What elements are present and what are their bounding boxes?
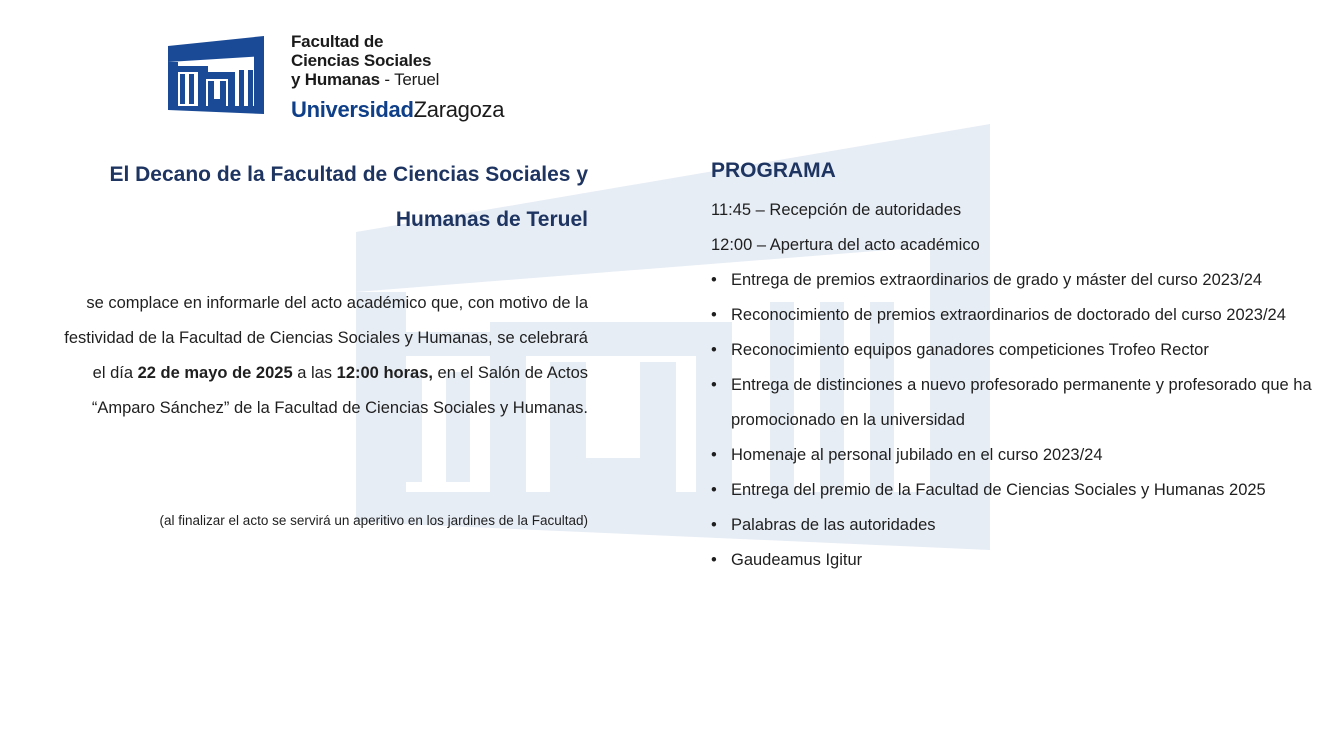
schedule-item: 11:45 – Recepción de autoridades xyxy=(711,201,962,219)
event-date: 22 de mayo de 2025 xyxy=(137,364,293,382)
programa-item xyxy=(711,298,1321,333)
dean-heading-line2: Humanas de Teruel xyxy=(395,208,588,231)
invitation-paragraph xyxy=(20,286,588,426)
invitation-line3-a: el día xyxy=(92,364,138,382)
faculty-name-line2: Ciencias Sociales xyxy=(291,51,432,70)
programa-item-text: Reconocimiento equipos ganadores competiciones Trofeo Rector xyxy=(731,341,1209,359)
faculty-name-line3-bold: y Humanas xyxy=(291,70,380,89)
invitation-line4: “Amparo Sánchez” de la Facultad de Ciencias Sociales y Humanas. xyxy=(91,399,588,417)
programa-item-text: Entrega de distinciones a nuevo profesorado permanente y profesorado que ha promocionado en la universidad xyxy=(731,376,1312,429)
programa-items xyxy=(711,263,1321,578)
faculty-name xyxy=(291,32,439,89)
invitation-line3 xyxy=(20,356,588,391)
university-name-bold: Universidad xyxy=(291,97,414,122)
bullet-icon: • xyxy=(711,271,717,289)
programa-item-text: Homenaje al personal jubilado en el curso 2023/24 xyxy=(731,446,1103,464)
programa-item xyxy=(711,333,1321,368)
programa-item xyxy=(711,438,1321,473)
invitation-line1: se complace en informarle del acto académico que, con motivo de la xyxy=(86,294,588,312)
event-time: 12:00 horas, xyxy=(336,364,433,382)
programa-item-text: Palabras de las autoridades xyxy=(731,516,936,534)
bullet-icon: • xyxy=(711,376,717,394)
programa-title: PROGRAMA xyxy=(711,159,836,182)
aperitivo-note: (al finalizar el acto se servirá un aperitivo en los jardines de la Facultad) xyxy=(159,513,588,528)
invitation-line3-b: a las xyxy=(292,364,337,382)
programa-list xyxy=(711,193,1321,578)
university-name-rest: Zaragoza xyxy=(413,97,505,122)
dean-heading xyxy=(60,152,588,242)
programa-item-text: Gaudeamus Igitur xyxy=(731,551,863,569)
faculty-logo-icon xyxy=(168,36,266,114)
programa-item-text: Entrega del premio de la Facultad de Ciencias Sociales y Humanas 2025 xyxy=(731,481,1266,499)
faculty-name-line1: Facultad de xyxy=(291,32,384,51)
programa-item xyxy=(711,263,1321,298)
bullet-icon: • xyxy=(711,551,717,569)
faculty-name-line3-rest: - Teruel xyxy=(379,70,440,89)
programa-item-text: Entrega de premios extraordinarios de grado y máster del curso 2023/24 xyxy=(731,271,1263,289)
bullet-icon: • xyxy=(711,481,717,499)
bullet-icon: • xyxy=(711,306,717,324)
programa-item-text: Reconocimiento de premios extraordinarios de doctorado del curso 2023/24 xyxy=(731,306,1286,324)
bullet-icon: • xyxy=(711,341,717,359)
bullet-icon: • xyxy=(711,516,717,534)
schedule-item: 12:00 – Apertura del acto académico xyxy=(711,236,980,254)
programa-item xyxy=(711,368,1321,438)
invitation-line3-c: en el Salón de Actos xyxy=(432,364,588,382)
university-name xyxy=(291,97,504,123)
dean-heading-line1: El Decano de la Facultad de Ciencias Sociales y xyxy=(109,163,588,186)
programa-item xyxy=(711,508,1321,543)
bullet-icon: • xyxy=(711,446,717,464)
programa-item xyxy=(711,473,1321,508)
faculty-name-line3 xyxy=(291,70,439,89)
programa-item xyxy=(711,543,1321,578)
invitation-line2: festividad de la Facultad de Ciencias Sociales y Humanas, se celebrará xyxy=(64,329,588,347)
